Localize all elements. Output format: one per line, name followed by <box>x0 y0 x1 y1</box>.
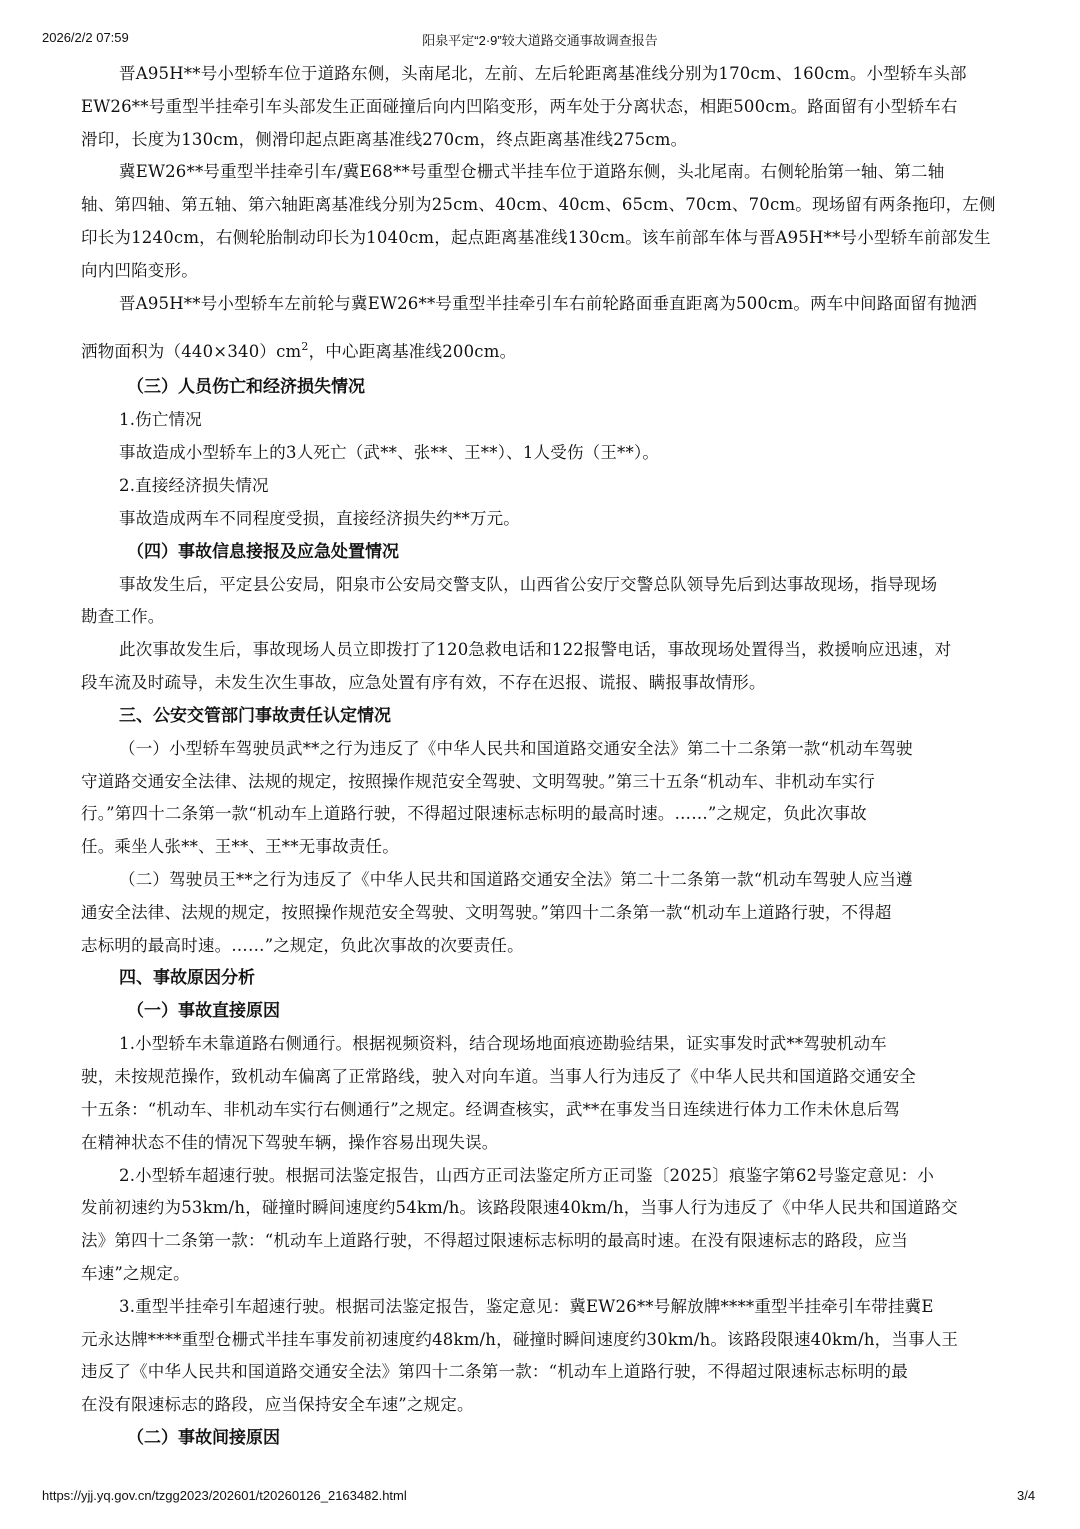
paragraph-line: 1.伤亡情况 <box>119 410 202 430</box>
paragraph-line: 冀EW26**号重型半挂牵引车/冀E68**号重型仓栅式半挂车位于道路东侧，头北尾南。右侧轮胎第一轴、第二轴 <box>119 162 945 182</box>
paragraph-line: 事故造成两车不同程度受损，直接经济损失约**万元。 <box>119 508 520 528</box>
paragraph-line: 法》第四十二条第一款：“机动车上道路行驶，不得超过限速标志标明的最高时速。在没有限速标志的路段，应当 <box>81 1231 908 1251</box>
paragraph-line: 3.重型半挂牵引车超速行驶。根据司法鉴定报告，鉴定意见：冀EW26**号解放牌****重型半挂牵引车带挂冀E <box>119 1296 934 1316</box>
paragraph-line: 滑印，长度为130cm，侧滑印起点距离基准线270cm，终点距离基准线275cm。 <box>81 129 688 149</box>
print-title: 阳泉平定“2·9”较大道路交通事故调查报告 <box>422 33 658 48</box>
paragraph-line: 任。乘坐人张**、王**、王**无事故责任。 <box>81 837 399 857</box>
section-heading: （二）事故间接原因 <box>127 1427 280 1448</box>
paragraph-line: 通安全法律、法规的规定，按照操作规范安全驾驶、文明驾驶。”第四十二条第一款“机动车上道路行驶，不得超 <box>81 902 892 922</box>
paragraph-line: 1.小型轿车未靠道路右侧通行。根据视频资料，结合现场地面痕迹勘验结果，证实事发时武**驾驶机动车 <box>119 1034 887 1054</box>
paragraph-line: 守道路交通安全法律、法规的规定，按照操作规范安全驾驶、文明驾驶。”第三十五条“机动车、非机动车实行 <box>81 771 875 791</box>
text-run: ，中心距离基准线200cm。 <box>308 342 517 362</box>
paragraph-line: 2.小型轿车超速行驶。根据司法鉴定报告，山西方正司法鉴定所方正司鉴〔2025〕痕鉴字第62号鉴定意见：小 <box>119 1165 935 1185</box>
section-heading: 三、公安交管部门事故责任认定情况 <box>119 705 391 726</box>
paragraph-line: 晋A95H**号小型轿车位于道路东侧，头南尾北，左前、左后轮距离基准线分别为170cm、160cm。小型轿车头部 <box>119 64 967 83</box>
paragraph-line: 违反了《中华人民共和国道路交通安全法》第四十二条第一款：“机动车上道路行驶，不得超过限速标志标明的最 <box>81 1362 908 1382</box>
paragraph-line: 向内凹陷变形。 <box>81 260 198 280</box>
superscript: 2 <box>301 340 309 354</box>
section-heading: （一）事故直接原因 <box>127 1001 280 1022</box>
paragraph-line: 驶，未按规范操作，致机动车偏离了正常路线，驶入对向车道。当事人行为违反了《中华人民共和国道路交通安全 <box>81 1067 916 1087</box>
paragraph-line: 事故发生后，平定县公安局，阳泉市公安局交警支队，山西省公安厅交警总队领导先后到达事故现场，指导现场 <box>119 574 938 594</box>
paragraph-line: 元永达牌****重型仓栅式半挂车事发前初速度约48km/h，碰撞时瞬间速度约30km/h。该路段限速40km/h，当事人王 <box>81 1329 959 1349</box>
print-datetime: 2026/2/2 07:59 <box>42 30 129 45</box>
paragraph-line: 志标明的最高时速。……”之规定，负此次事故的次要责任。 <box>81 935 524 955</box>
paragraph-line <box>81 328 1033 371</box>
section-heading: 四、事故原因分析 <box>119 968 255 989</box>
paragraph-line: 行。”第四十二条第一款“机动车上道路行驶，不得超过限速标志标明的最高时速。……”之规定，负此次事故 <box>81 804 867 824</box>
text-run: 洒物面积为（440×340）cm <box>81 342 302 362</box>
paragraph-line: 在精神状态不佳的情况下驾驶车辆，操作容易出现失误。 <box>81 1132 499 1152</box>
paragraph-line: 发前初速约为53km/h，碰撞时瞬间速度约54km/h。该路段限速40km/h，当事人行为违反了《中华人民共和国道路交 <box>81 1198 958 1218</box>
paragraph-line: 事故造成小型轿车上的3人死亡（武**、张**、王**）、1人受伤（王**）。 <box>119 443 660 463</box>
paragraph-line: 在没有限速标志的路段，应当保持安全车速”之规定。 <box>81 1395 474 1415</box>
document-body <box>81 58 1033 1455</box>
paragraph-line: 车速”之规定。 <box>81 1263 190 1283</box>
paragraph-line: 晋A95H**号小型轿车左前轮与冀EW26**号重型半挂牵引车右前轮路面垂直距离为500cm。两车中间路面留有抛洒 <box>119 293 978 313</box>
paragraph-line: 勘查工作。 <box>81 607 165 627</box>
paragraph-line: 十五条：“机动车、非机动车实行右侧通行”之规定。经调查核实，武**在事发当日连续进行体力工作未休息后驾 <box>81 1099 901 1119</box>
paragraph-line: （一）小型轿车驾驶员武**之行为违反了《中华人民共和国道路交通安全法》第二十二条第一款“机动车驾驶 <box>119 738 913 758</box>
paragraph-line: EW26**号重型半挂牵引车头部发生正面碰撞后向内凹陷变形，两车处于分离状态，相距500cm。路面留有小型轿车右 <box>81 96 958 116</box>
paragraph-line: 印长为1240cm，右侧轮胎制动印长为1040cm，起点距离基准线130cm。该车前部车体与晋A95H**号小型轿车前部发生 <box>81 227 991 247</box>
print-url: https://yjj.yq.gov.cn/tzgg2023/202601/t20260126_2163482.html <box>42 1488 407 1503</box>
paragraph-line: 2.直接经济损失情况 <box>119 475 269 495</box>
section-heading: （三）人员伤亡和经济损失情况 <box>127 377 365 398</box>
paragraph-line: 段车流及时疏导，未发生次生事故，应急处置有序有效，不存在迟报、谎报、瞒报事故情形。 <box>81 672 766 692</box>
paragraph-line: （二）驾驶员王**之行为违反了《中华人民共和国道路交通安全法》第二十二条第一款“机动车驾驶人应当遵 <box>119 869 913 889</box>
section-heading: （四）事故信息接报及应急处置情况 <box>127 541 399 562</box>
page-number: 3/4 <box>1017 1488 1036 1503</box>
paragraph-line: 轴、第四轴、第五轴、第六轴距离基准线分别为25cm、40cm、40cm、65cm、70cm、70cm。现场留有两条拖印，左侧 <box>81 195 996 215</box>
paragraph-line: 此次事故发生后，事故现场人员立即拨打了120急救电话和122报警电话，事故现场处置得当，救援响应迅速，对 <box>119 640 952 660</box>
